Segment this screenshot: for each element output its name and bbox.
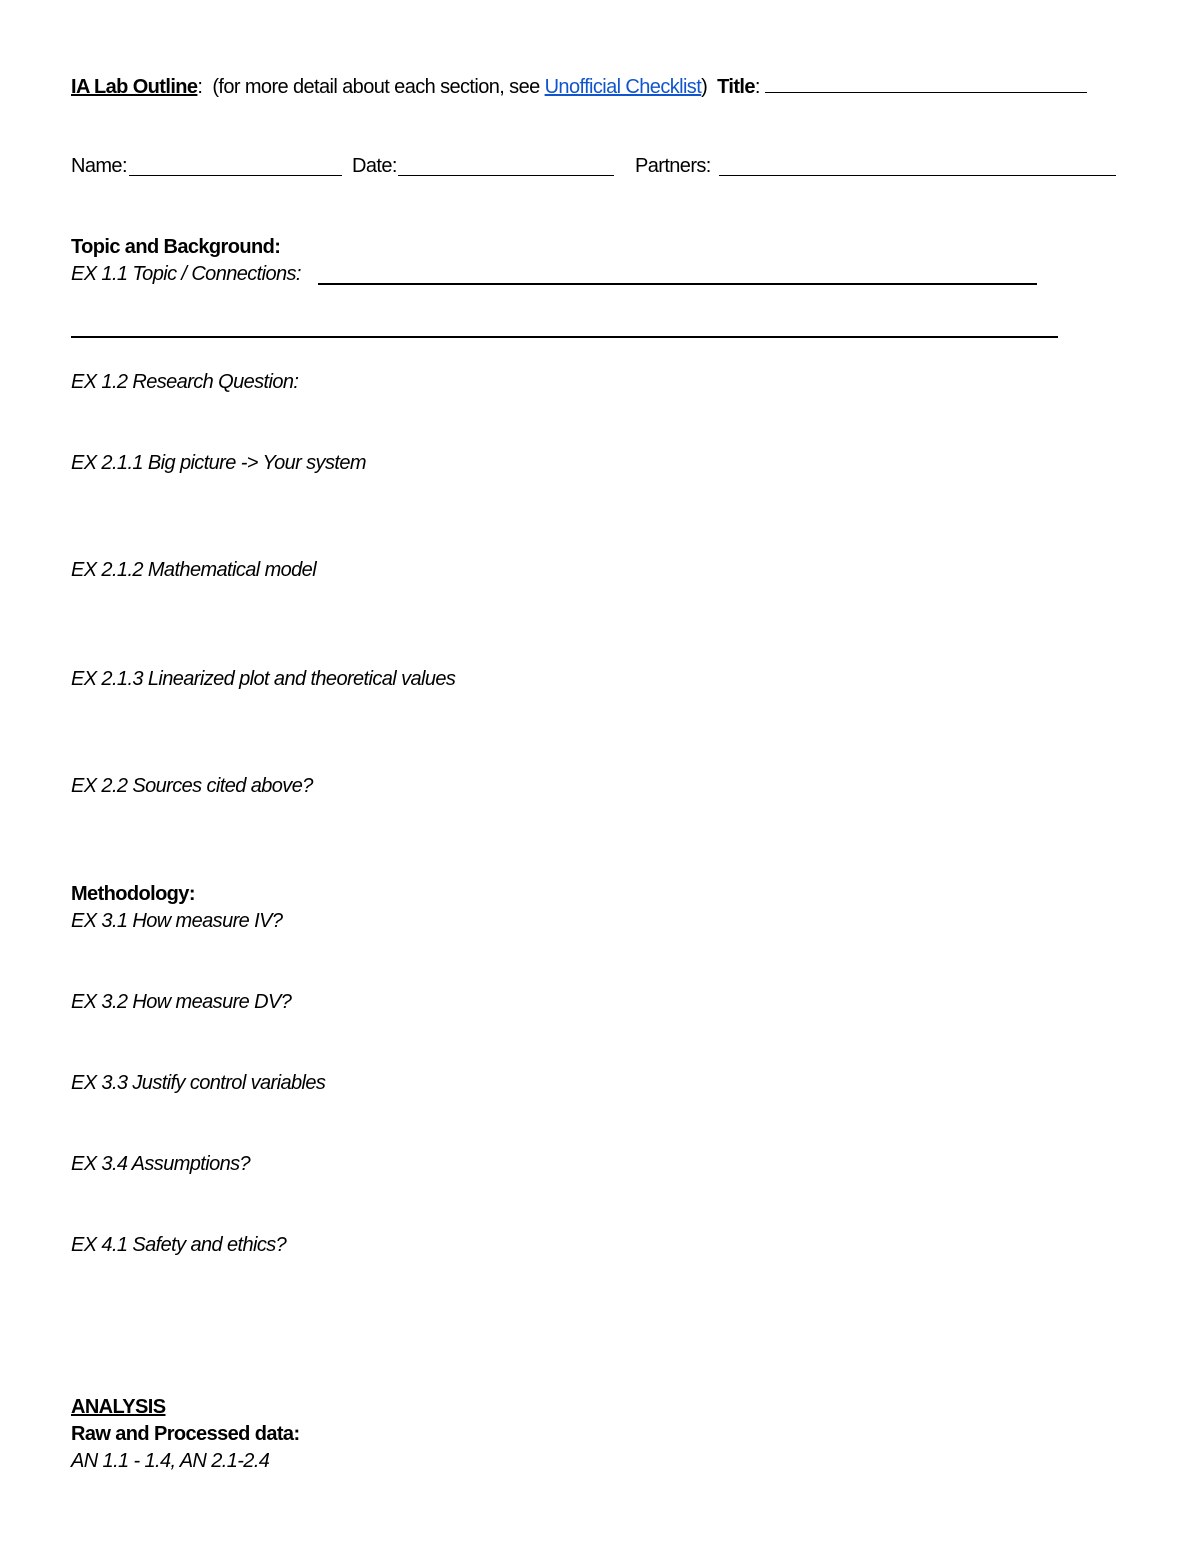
- ex-3-1-label: EX 3.1 How measure IV?: [71, 910, 283, 932]
- date-field[interactable]: [398, 157, 614, 176]
- name-field[interactable]: [129, 157, 342, 176]
- outline-label: IA Lab Outline: [71, 76, 198, 98]
- topic-answer-line-2[interactable]: [71, 336, 1058, 338]
- ex-3-2-label: EX 3.2 How measure DV?: [71, 991, 292, 1013]
- ex-1-2-label: EX 1.2 Research Question:: [71, 371, 299, 393]
- header-line: [71, 74, 1087, 99]
- ex-2-2-label: EX 2.2 Sources cited above?: [71, 775, 313, 797]
- title-field[interactable]: [765, 74, 1087, 93]
- partners-label: Partners:: [635, 155, 711, 177]
- ex-3-3-label: EX 3.3 Justify control variables: [71, 1072, 326, 1094]
- ex-1-1-label: EX 1.1 Topic / Connections:: [71, 263, 301, 285]
- checklist-note-close: ): [701, 76, 708, 98]
- ex-3-4-label: EX 3.4 Assumptions?: [71, 1153, 251, 1175]
- topic-heading: Topic and Background:: [71, 236, 281, 258]
- analysis-heading: ANALYSIS: [71, 1396, 166, 1418]
- title-colon: :: [754, 76, 760, 98]
- date-label: Date:: [352, 155, 397, 177]
- checklist-note-open: (for more detail about each section, see: [212, 76, 545, 98]
- partners-field[interactable]: [719, 157, 1116, 176]
- raw-processed-heading: Raw and Processed data:: [71, 1423, 300, 1445]
- name-label: Name:: [71, 155, 127, 177]
- ex-2-1-2-label: EX 2.1.2 Mathematical model: [71, 559, 317, 581]
- ex-4-1-label: EX 4.1 Safety and ethics?: [71, 1234, 287, 1256]
- unofficial-checklist-link[interactable]: Unofficial Checklist: [544, 76, 702, 98]
- ex-2-1-3-label: EX 2.1.3 Linearized plot and theoretical values: [71, 668, 456, 690]
- an-refs-label: AN 1.1 - 1.4, AN 2.1-2.4: [71, 1450, 270, 1472]
- topic-answer-line-1[interactable]: [318, 283, 1037, 285]
- title-label: Title: [717, 76, 755, 98]
- ex-2-1-1-label: EX 2.1.1 Big picture -> Your system: [71, 452, 366, 474]
- outline-colon: :: [197, 76, 203, 98]
- methodology-heading: Methodology:: [71, 883, 195, 905]
